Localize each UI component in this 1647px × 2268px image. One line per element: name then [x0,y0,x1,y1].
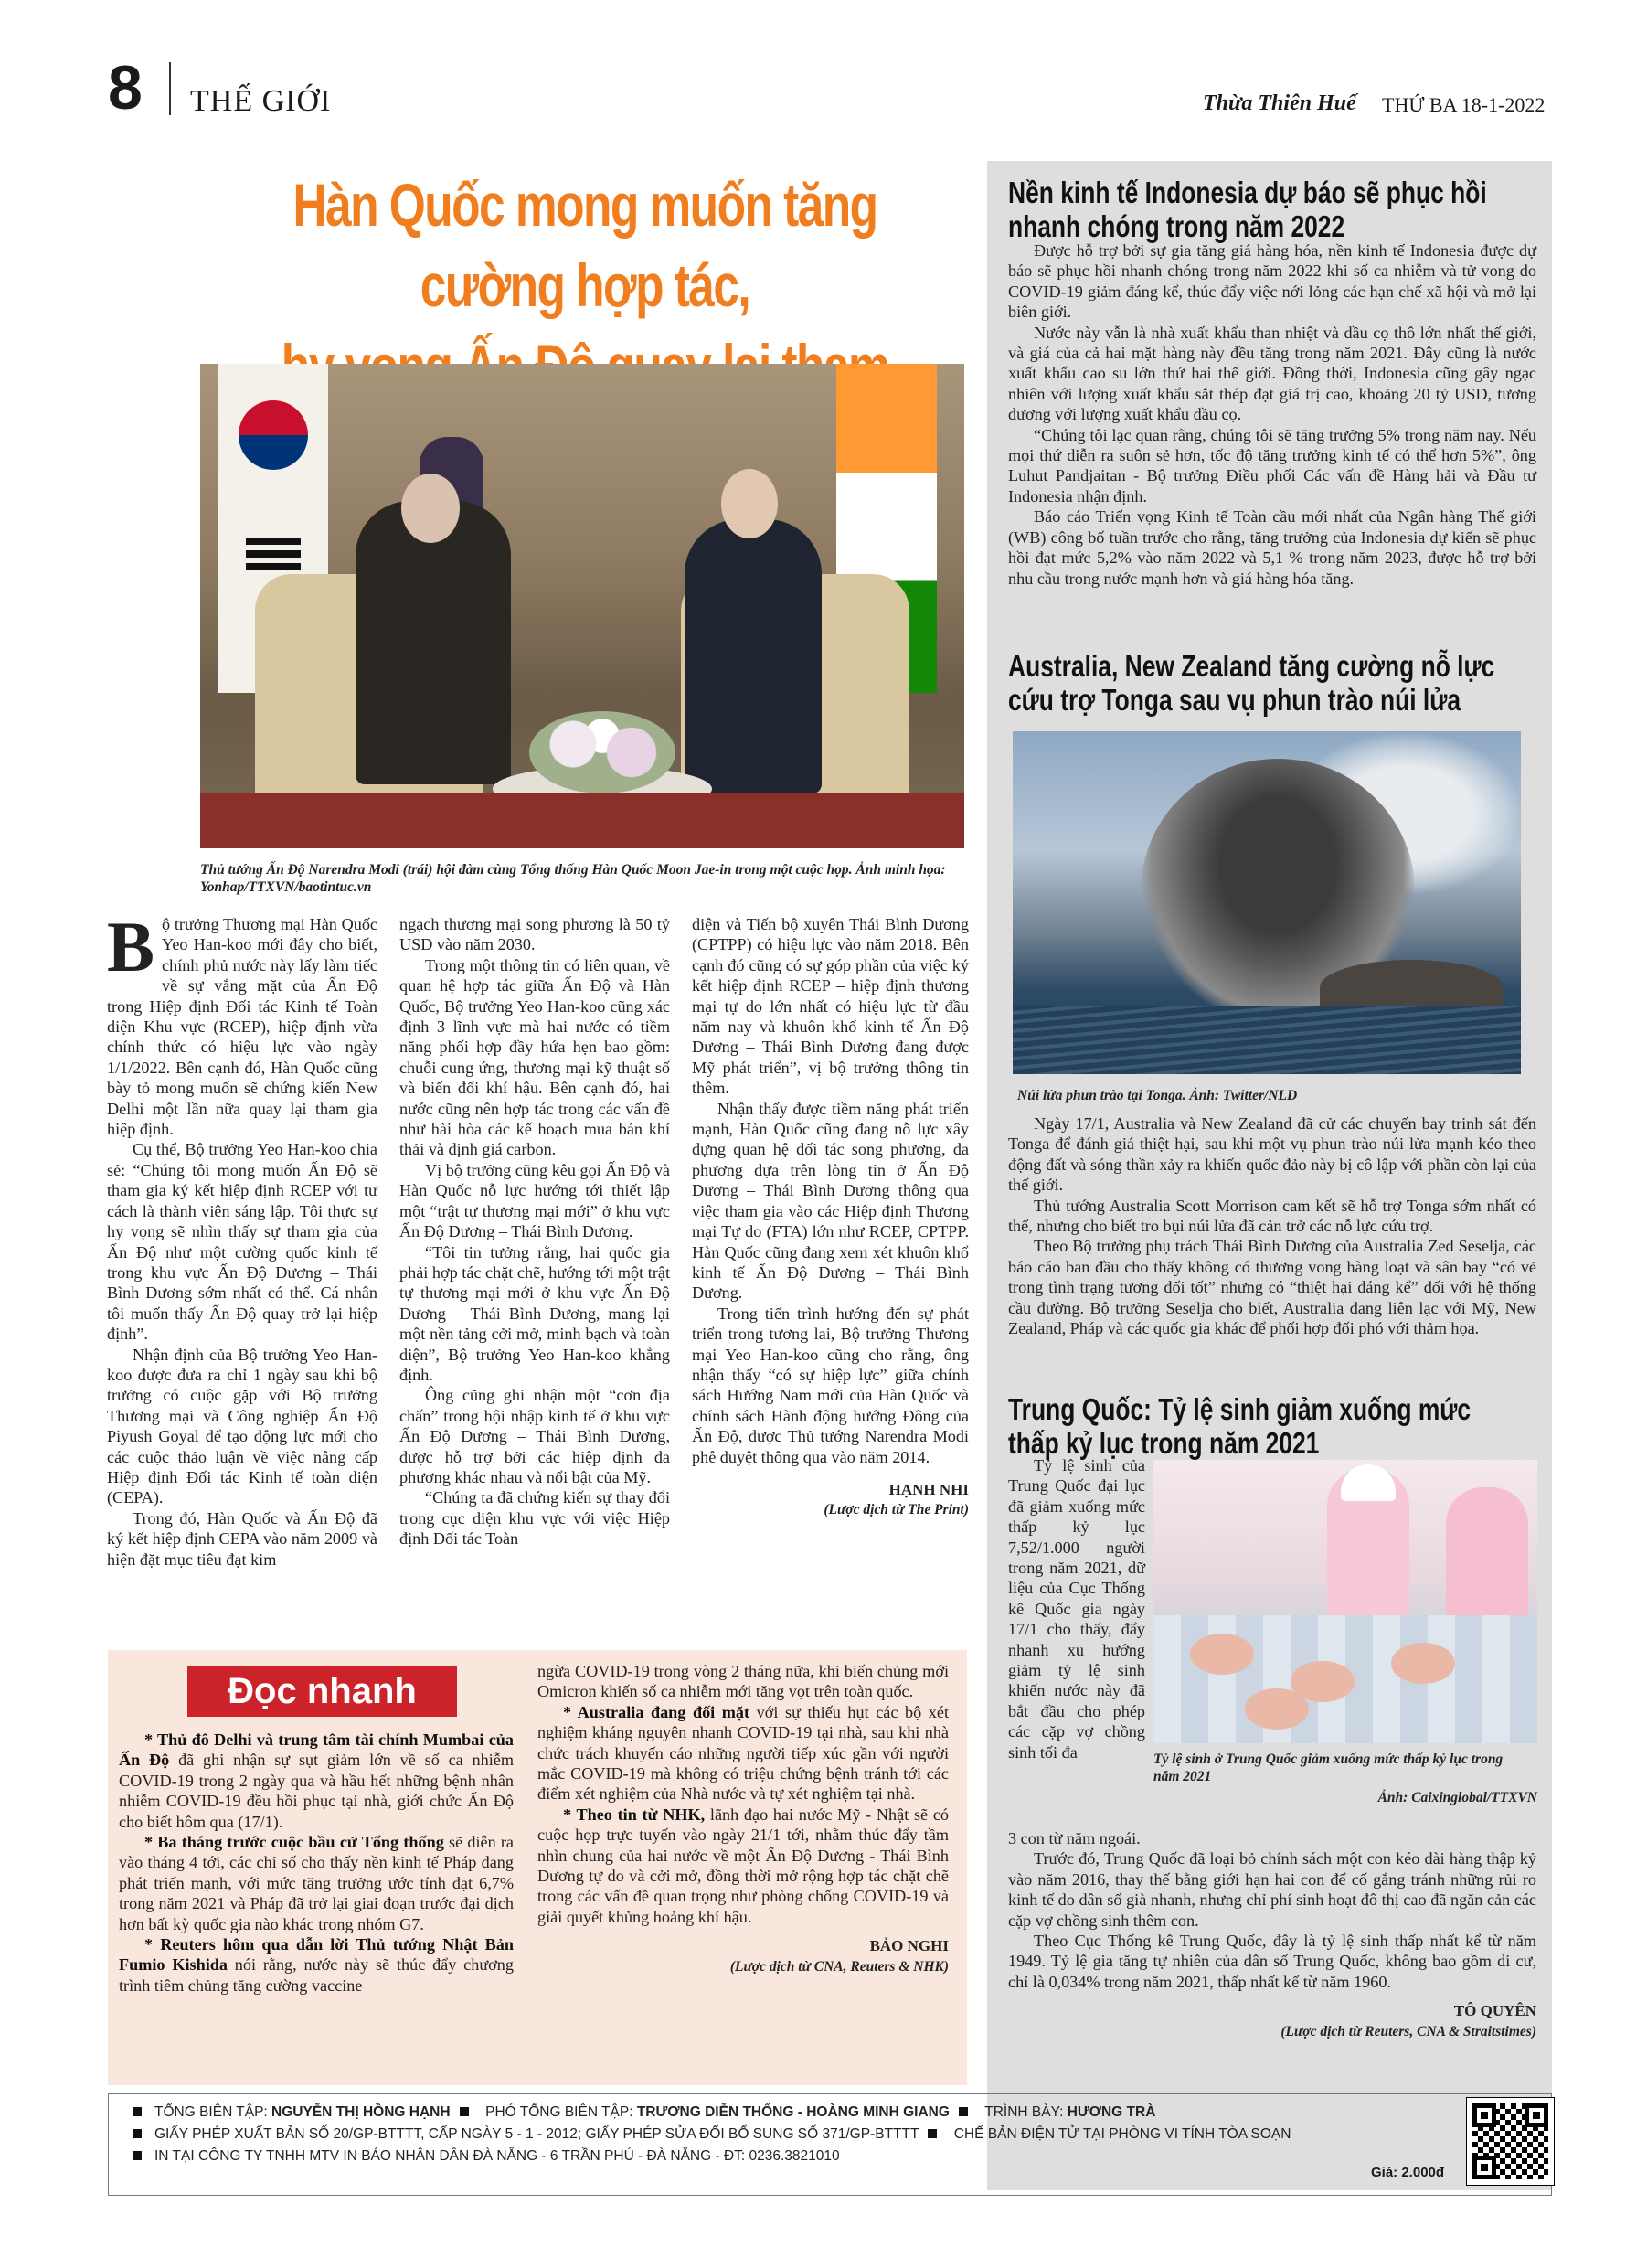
indonesia-article-body: Được hỗ trợ bởi sự gia tăng giá hàng hóa, nền kinh tế Indonesia được dự báo sẽ phục hồi nhanh chóng trong năm 2022 khi số ca nhiễm và tử vong do COVID-19 giảm đáng kể, thúc đẩy việc nới lỏng các hạn chế xã hội và mở lại biên giới. Nước này vẫn là nhà xuất khẩu than nhiệt và dầu cọ thô lớn nhất thế giới, và giá của cả hai mặt hàng này đều tăng trong năm 2021. Đây cũng là nước xuất khẩu cao su lớn thứ hai thế giới. Đồng thời, Indonesia cũng gây ngạc nhiên với lượng xuất khẩu sắt thép đạt giá trị cao, khoảng 20 tỷ USD, tương đương với lượng xuất khẩu dầu cọ. “Chúng tôi lạc quan rằng, chúng tôi sẽ tăng trưởng 5% trong năm nay. Nếu mọi thứ diễn ra suôn sẻ hơn, tốc độ tăng trưởng kinh tế có thể hơn 5%”, ông Luhut Pandjaitan - Bộ trưởng Điều phối Các vấn đề Hàng hải và Đầu tư Indonesia nhận định. Báo cáo Triển vọng Kinh tế Toàn cầu mới nhất của Ngân hàng Thế giới (WB) công bố tuần trước cho rằng, tăng trưởng của Indonesia dự kiến sẽ phục hồi đạt mức 5,2% vào năm 2022 và 5,1 % trong năm 2023, được hỗ trợ bởi nhu cầu trong nước mạnh hơn và giá hàng hóa tăng. [1008,241,1536,588]
tonga-volcano-photo [1013,731,1521,1074]
section-title: THẾ GIỚI [190,84,332,118]
qr-code-icon[interactable] [1467,2098,1554,2185]
drop-cap: B [107,907,155,986]
tonga-headline: Australia, New Zealand tăng cường nỗ lực cứu trợ Tonga sau vụ phun trào núi lửa [1008,649,1495,717]
moon-figure [685,519,822,793]
header-divider [169,62,171,115]
china-photo-caption: Tỷ lệ sinh ở Trung Quốc giảm xuống mức thấp kỷ lục trong năm 2021 [1153,1752,1504,1784]
china-photo-credit: Ảnh: Caixinglobal/TTXVN [1377,1790,1537,1805]
tonga-photo-caption: Núi lửa phun trào tại Tonga. Ảnh: Twitter/NLD [1017,1088,1298,1103]
main-article-column-3: diện và Tiến bộ xuyên Thái Bình Dương (CPTPP) có hiệu lực vào năm 2018. Bên cạnh đó cũng có sự góp phần của việc ký kết hiệp định RCEP – hiệp định thương mại tự do lớn nhất có hiệu lực từ đầu năm nay và khuôn khổ kinh tế Ấn Độ Dương – Thái Bình Dương đang được Mỹ phát triển”, vị bộ trưởng thông tin thêm. Nhận thấy được tiềm năng phát triển mạnh, Hàn Quốc cũng đang nỗ lực xây dựng quan hệ đối tác song phương, đa phương dựa trên lòng tin ở Ấn Độ Dương – Thái Bình Dương thông qua việc tham gia vào các Hiệp định Thương mại Tự do (FTA) lớn như RCEP, CPTPP. Hàn Quốc cũng đang xem xét khuôn khổ kinh tế Ấn Độ Dương – Thái Bình Dương. Trong tiến trình hướng đến sự phát triển trong tương lai, Bộ trưởng Thương mại Yeo Han-koo cũng cho rằng, ông nhận thấy “có sự hiệp lực” giữa chính sách Hướng Nam mới của Hàn Quốc và chính sách Hành động hướng Đông của Ấn Độ, được Thủ tướng Narendra Modi phê duyệt thông qua vào năm 2014. HẠNH NHI (Lược dịch từ The Print) [692,914,969,1521]
bullet-square-icon [928,2129,937,2138]
bullet-square-icon [133,2151,142,2160]
bullet-square-icon [133,2129,142,2138]
quick-read-title: Đọc nhanh [187,1666,457,1717]
main-headline-line1: Hàn Quốc mong muốn tăng cường hợp tác, [292,171,877,319]
indonesia-headline: Nền kinh tế Indonesia dự báo sẽ phục hồi nhanh chóng trong năm 2022 [1008,176,1487,243]
page-number: 8 [108,53,143,122]
bullet-square-icon [133,2107,142,2116]
bullet-square-icon [460,2107,469,2116]
main-article-column-1: Bộ trưởng Thương mại Hàn Quốc Yeo Han-koo mới đây cho biết, chính phủ nước này lấy làm tiếc về sự vắng mặt của Ấn Độ trong Hiệp định Đối tác Kinh tế Toàn diện Khu vực (RCEP), hiệp định vừa chính thức có hiệu lực vào ngày 1/1/2022. Bên cạnh đó, Hàn Quốc cũng bày tỏ mong muốn sẽ chứng kiến New Delhi một lần nữa quay lại tham gia hiệp định. Cụ thể, Bộ trưởng Yeo Han-koo chia sẻ: “Chúng tôi mong muốn Ấn Độ sẽ tham gia ký kết hiệp định RCEP với tư cách là thành viên sáng lập. Tôi thực sự hy vọng sẽ nhìn thấy sự tham gia của Ấn Độ như một cường quốc kinh tế trong khu vực Ấn Độ Dương – Thái Bình Dương sớm nhất có thể. Cá nhân tôi muốn thấy Ấn Độ quay trở lại hiệp định”. Nhận định của Bộ trưởng Yeo Han-koo được đưa ra chỉ 1 ngày sau khi bộ trưởng có cuộc gặp với Bộ trưởng Thương mại và Công nghiệp Ấn Độ Piyush Goyal để tạo động lực mới cho các cuộc thảo luận về việc nâng cấp Hiệp định Đối tác Kinh tế toàn diện (CEPA). Trong đó, Hàn Quốc và Ấn Độ đã ký kết hiệp định CEPA vào năm 2009 và hiện đặt mục tiêu đạt kim [107,907,377,1569]
quick-read-column-1: * Thủ đô Delhi và trung tâm tài chính Mumbai của Ấn Độ đã ghi nhận sự sụt giảm lớn về số ca nhiễm COVID-19 trong 2 ngày qua và hầu hết những bệnh nhân nhiễm COVID-19 đều hồi phục tại nhà, giới chức Ấn Độ cho biết hôm qua (17/1). * Ba tháng trước cuộc bầu cử Tổng thống sẽ diễn ra vào tháng 4 tới, các chỉ số cho thấy nền kinh tế Pháp đang phát triển mạnh, với mức tăng trưởng ước tính đạt 6,7% trong năm 2021 và Pháp đã trở lại giai đoạn trước đại dịch hơn bất kỳ quốc gia nào khác trong nhóm G7. * Reuters hôm qua dẫn lời Thủ tướng Nhật Bản Fumio Kishida nói rằng, nước này sẽ thúc đẩy chương trình tiêm chủng tăng cường vaccine [119,1730,514,1995]
quick-read-author: BẢO NGHI [869,1937,949,1955]
modi-figure [356,501,511,784]
china-birthrate-headline: Trung Quốc: Tỷ lệ sinh giảm xuống mức thấp kỷ lục trong năm 2021 [1008,1392,1472,1460]
main-photo-caption: Thủ tướng Ấn Độ Narendra Modi (trái) hội đàm cùng Tổng thống Hàn Quốc Moon Jae-in trong một cuộc họp. Ảnh minh họa: Yonhap/TTXVN/baotintuc.vn [200,862,946,895]
footer-editors-line: TỔNG BIÊN TẬP: NGUYỄN THỊ HỒNG HẠNH PHÓ TỔNG BIÊN TẬP: TRƯƠNG DIỄN THỐNG - HOÀNG MINH GIANG TRÌNH BÀY: HƯƠNG TRÀ [133,2104,1155,2121]
main-article-source: (Lược dịch từ The Print) [824,1502,969,1518]
china-article-body: 3 con từ năm ngoái. Trước đó, Trung Quốc đã loại bỏ chính sách một con kéo dài hàng thập kỷ vào năm 2016, thay thế bằng giới hạn hai con để cố gắng tránh những rủi ro kinh tế do dân số già nhanh, nhưng chỉ phí sinh hoạt đô thị cao đã ngăn cản các cặp vợ chồng sinh thêm con. Theo Cục Thống kê Trung Quốc, đây là tỷ lệ sinh thấp nhất kể từ năm 1949. Tỷ lệ gia tăng tự nhiên của dân số Trung Quốc, không bao gồm di cư, chỉ là 0,034% trong năm 2021, thấp nhất kể từ năm 1960. TÔ QUYÊN (Lược dịch từ Reuters, CNA & Straitstimes) [1008,1828,1536,2042]
newspaper-name: Thừa Thiên Huế [1203,91,1356,115]
main-article-author: HẠNH NHI [888,1480,969,1498]
china-article-lead: Tỷ lệ sinh của Trung Quốc đại lục đã giảm xuống mức thấp kỷ lục 7,52/1.000 người trong năm 2021, dữ liệu của Cục Thống kê Quốc gia ngày 17/1 cho thấy, đẩy nhanh xu hướng giảm tỷ lệ sinh khiến nước này đã bắt đầu cho phép các cặp vợ chồng sinh tối đa [1008,1456,1145,1762]
china-article-author: TÔ QUYÊN [1453,2002,1536,2020]
bullet-square-icon [959,2107,968,2116]
footer-license-line: GIẤY PHÉP XUẤT BẢN SỐ 20/GP-BTTTT, CẤP NGÀY 5 - 1 - 2012; GIẤY PHÉP SỬA ĐỔI BỔ SUNG SỐ 371/GP-BTTTT CHẾ BẢN ĐIỆN TỬ TẠI PHÒNG VI TÍNH TÒA SOẠN [133,2126,1291,2143]
flower-arrangement [529,711,675,793]
price-label: Giá: 2.000đ [1371,2165,1445,2180]
quick-read-column-2: ngừa COVID-19 trong vòng 2 tháng nữa, khi biến chủng mới Omicron khiến số ca nhiễm mới tăng vọt trên toàn quốc. * Australia đang đối mặt với sự thiếu hụt các bộ xét nghiệm kháng nguyên nhanh COVID-19 tại nhà, sau khi nhà chức trách khuyến cáo những người tiếp xúc gần với người mắc COVID-19 mà không có triệu chứng bệnh tránh tới các điểm xét nghiệm của Nhà nước và tự xét nghiệm tại nhà. * Theo tin từ NHK, lãnh đạo hai nước Mỹ - Nhật sẽ có cuộc họp trực tuyến vào ngày 21/1 tới, nhằm thúc đẩy tầm nhìn chung của hai nước về một Ấn Độ Dương - Thái Bình Dương tự do và cởi mở, đồng thời mở rộng hợp tác chặt chẽ trong các vấn đề quan trọng như phòng chống COVID-19 và giải quyết khủng hoảng khí hậu. BẢO NGHI (Lược dịch từ CNA, Reuters & NHK) [537,1661,949,1977]
tonga-article-body: Ngày 17/1, Australia và New Zealand đã cử các chuyến bay trinh sát đến Tonga để đánh giá thiệt hại, sau khi một vụ phun trào núi lửa mạnh kéo theo động đất và sóng thần xảy ra khiến quốc đảo này bị cô lập với phần còn lại của thế giới. Thủ tướng Australia Scott Morrison cam kết sẽ hỗ trợ Tonga sớm nhất có thể, nhưng cho biết tro bụi núi lửa đã cản trở các nỗ lực cứu trợ. Theo Bộ trưởng phụ trách Thái Bình Dương của Australia Zed Seselja, các báo cáo ban đầu cho thấy không có thương vong hàng loạt và sân bay “có vẻ trong tình trạng tương đối tốt” nhưng có “thiệt hại đáng kể” đối với hệ thống cầu đường. Bộ trưởng Seselja cho biết, Australia đang liên lạc với Mỹ, New Zealand, Pháp và các quốc gia khác để phối hợp đối phó với thảm họa. [1008,1114,1536,1338]
issue-date: THỨ BA 18-1-2022 [1382,93,1546,116]
quick-read-source: (Lược dịch từ CNA, Reuters & NHK) [729,1958,949,1975]
main-article-column-2: ngạch thương mại song phương là 50 tỷ USD vào năm 2030. Trong một thông tin có liên quan, về quan hệ hợp tác giữa Ấn Độ và Hàn Quốc, Bộ trưởng Yeo Han-koo cũng xác định 3 lĩnh vực mà hai nước có tiềm năng phối hợp đầy hứa hẹn bao gồm: chuỗi cung ứng, thương mại kỹ thuật số và biến đổi khí hậu. Bên cạnh đó, hai nước cũng nên hợp tác trong các vấn đề như hài hòa các kế hoạch mua bán khí thải và định giá carbon. Vị bộ trưởng cũng kêu gọi Ấn Độ và Hàn Quốc nỗ lực hướng tới thiết lập một “trật tự thương mại mới” ở khu vực Ấn Độ Dương – Thái Bình Dương. “Tôi tin tưởng rằng, hai quốc gia phải hợp tác chặt chẽ, hướng tới một trật tự thương mại mới ở khu vực Ấn Độ Dương – Thái Bình Dương, mang lại một nền tảng cởi mở, minh bạch và toàn diện”, Bộ trưởng Yeo Han-koo khẳng định. Ông cũng ghi nhận một “cơn địa chấn” trong hội nhập kinh tế ở khu vực Ấn Độ Dương – Thái Bình Dương, được hỗ trợ bởi các hiệp định đa phương khác nhau và nổi bật của Mỹ. “Chúng ta đã chứng kiến sự thay đổi trong cục diện khu vực với việc Hiệp định Đối tác Toàn [399,915,670,1549]
china-article-source: (Lược dịch từ Reuters, CNA & Straitstimes) [1280,2023,1536,2039]
footer-printer-line: IN TẠI CÔNG TY TNHH MTV IN BÁO NHÂN DÂN ĐÀ NẴNG - 6 TRẦN PHÚ - ĐÀ NẴNG - ĐT: 0236.3821010 [133,2148,840,2165]
modi-moon-meeting-photo [200,364,964,848]
newborn-ward-photo [1153,1460,1537,1743]
